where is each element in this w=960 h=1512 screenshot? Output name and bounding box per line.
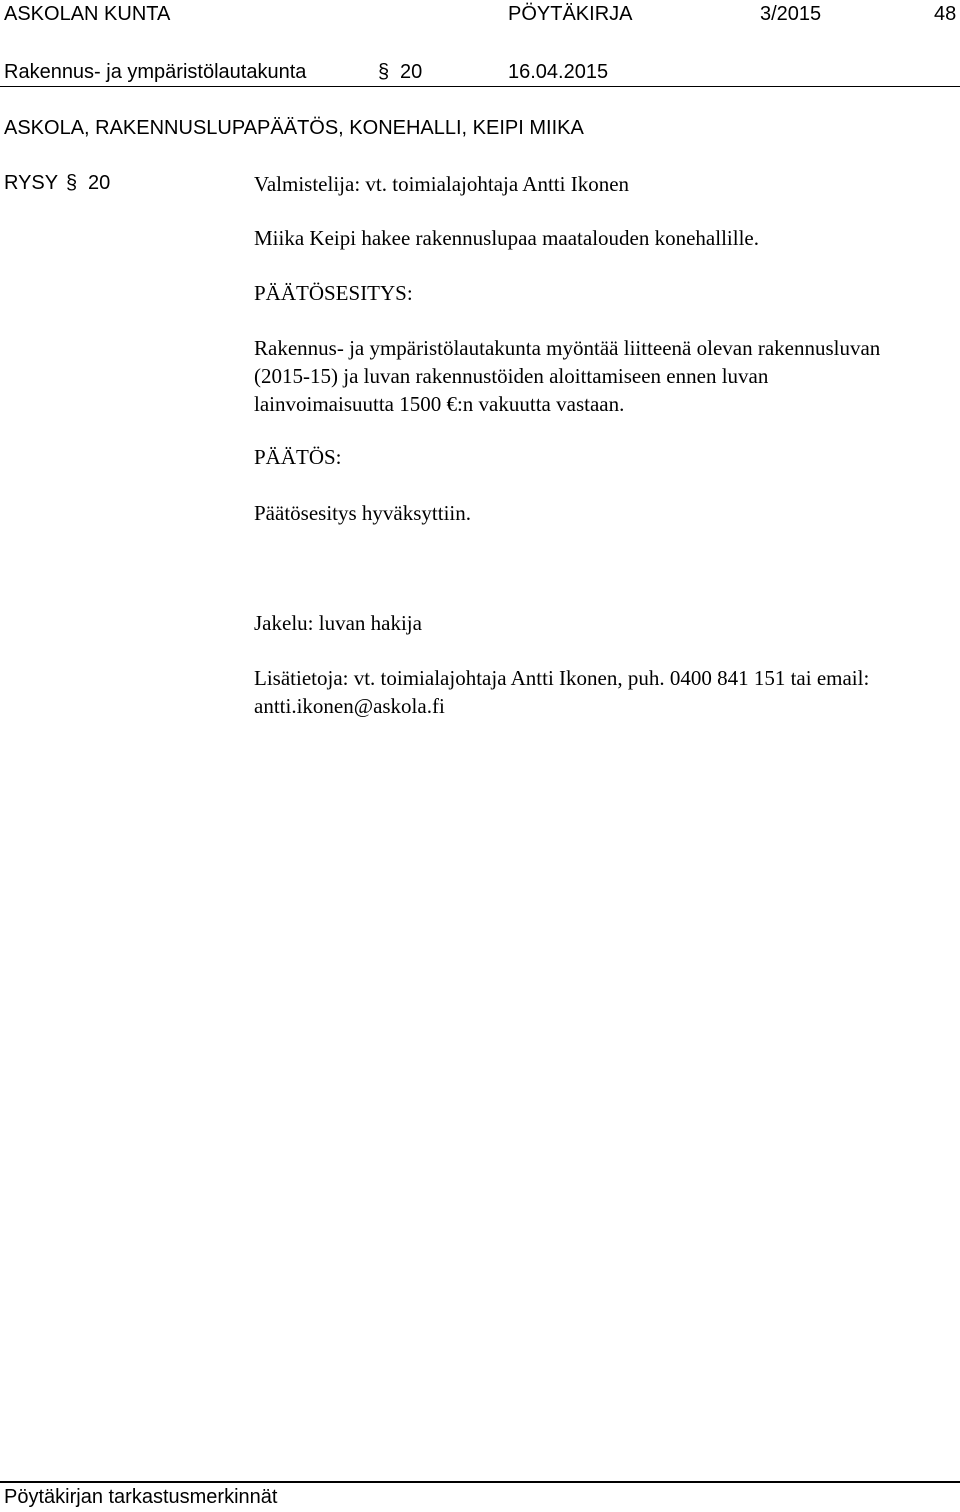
- page-title: ASKOLA, RAKENNUSLUPAPÄÄTÖS, KONEHALLI, KEIPI MIIKA: [4, 117, 584, 139]
- header-divider: [0, 86, 960, 87]
- doc-number: 3/2015: [760, 3, 822, 25]
- page-number: 48: [934, 3, 957, 25]
- proposal-line: (2015-15) ja luvan rakennustöiden aloittamiseen ennen luvan: [254, 364, 769, 388]
- preparer-line: Valmistelija: vt. toimialajohtaja Antti Ikonen: [254, 172, 630, 196]
- case-summary: Miika Keipi hakee rakennuslupaa maatalouden konehallille.: [254, 226, 759, 250]
- contact-email: antti.ikonen@askola.fi: [254, 694, 445, 718]
- proposal-line: lainvoimaisuutta 1500 €:n vakuutta vastaan.: [254, 392, 625, 416]
- distribution-line: Jakelu: luvan hakija: [254, 611, 422, 635]
- proposal-heading: PÄÄTÖSESITYS:: [254, 281, 413, 305]
- decision-heading: PÄÄTÖS:: [254, 445, 342, 469]
- meeting-date: 16.04.2015: [508, 61, 609, 83]
- section-mark-icon: §: [378, 61, 390, 83]
- proposal-line: Rakennus- ja ympäristölautakunta myöntää liitteenä olevan rakennusluvan: [254, 336, 881, 360]
- doc-type: PÖYTÄKIRJA: [508, 3, 633, 25]
- case-ref-code: RYSY: [4, 172, 59, 194]
- case-section-mark-icon: §: [66, 172, 78, 194]
- case-section-number: 20: [88, 172, 111, 194]
- committee-name: Rakennus- ja ympäristölautakunta: [4, 61, 307, 83]
- footer-divider: [0, 1481, 960, 1483]
- header-section-number: 20: [400, 61, 423, 83]
- org-name: ASKOLAN KUNTA: [4, 3, 171, 25]
- decision-text: Päätösesitys hyväksyttiin.: [254, 501, 471, 525]
- contact-info-line: Lisätietoja: vt. toimialajohtaja Antti Ikonen, puh. 0400 841 151 tai email:: [254, 666, 870, 690]
- footer-label: Pöytäkirjan tarkastusmerkinnät: [4, 1486, 278, 1508]
